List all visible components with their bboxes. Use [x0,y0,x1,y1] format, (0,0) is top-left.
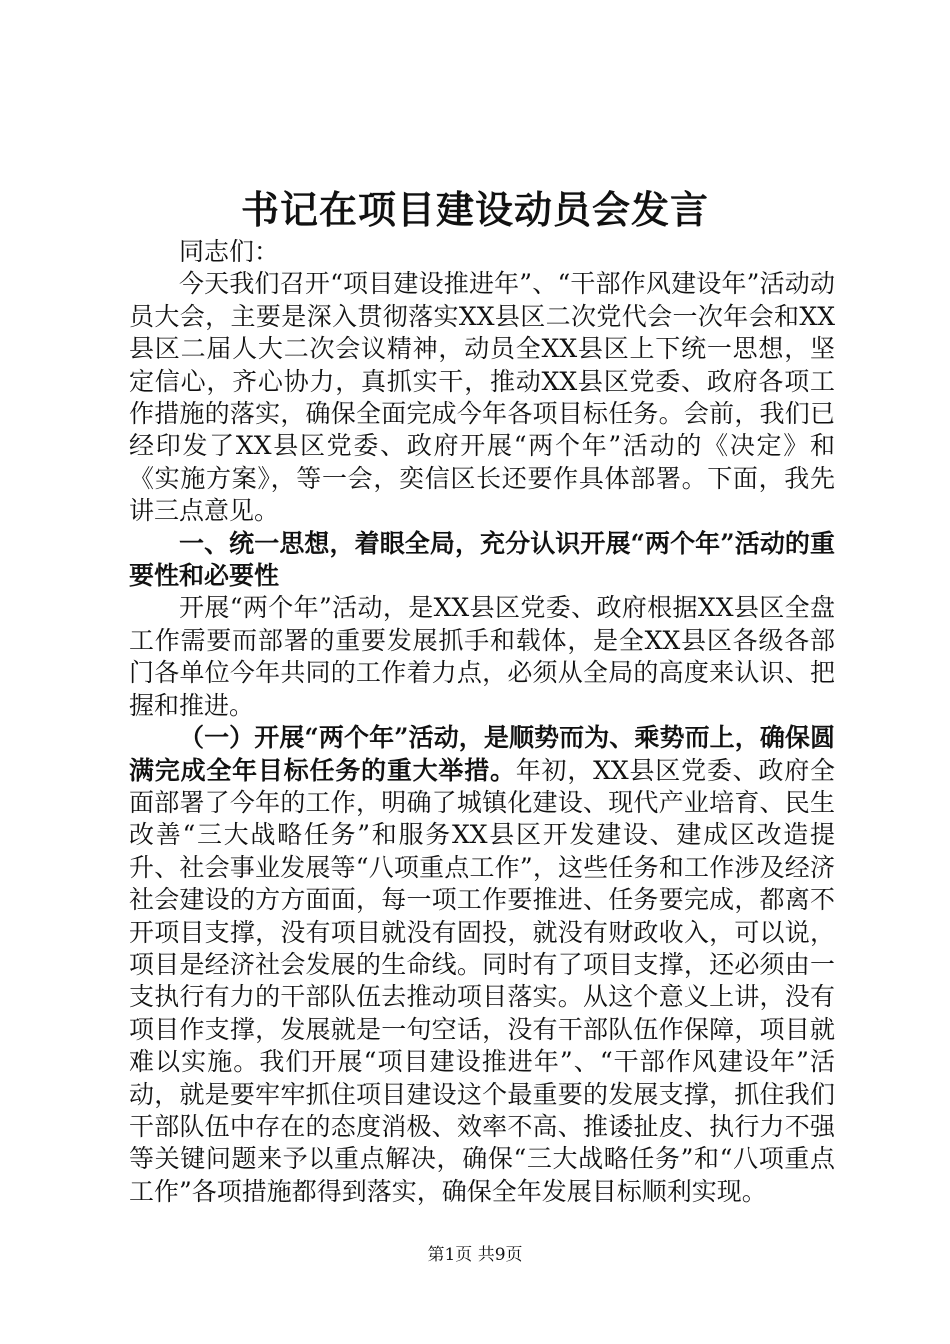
page-number-footer: 第1页 共9页 [427,1245,523,1265]
document-title: 书记在项目建设动员会发言 [240,187,709,232]
document-body [129,236,835,1208]
section-heading-1: 一、统一思想，着眼全局，充分认识开展“两个年”活动的重要性和必要性 [129,528,835,591]
paragraph-section-1: 开展“两个年”活动，是XX县区党委、政府根据XX县区全盘工作需要而部署的重要发展抓手和载体，是全XX县区各级各部门各单位今年共同的工作着力点，必须从全局的高度来认识、把握和推进。 [129,593,835,720]
paragraph-subsection-1 [129,722,835,1208]
salutation: 同志们： [179,237,280,266]
subsection-1-lead: （一）开展“两个年”活动，是顺势而为、乘势而上，确保圆满完成全年目标任务的重大举措。 [129,723,835,785]
subsection-1-body: 年初，XX县区党委、政府全面部署了今年的工作，明确了城镇化建设、现代产业培育、民生改善“三大战略任务”和服务XX县区开发建设、建成区改造提升、社会事业发展等“八项重点工作”，这些任务和工作涉及经济社会建设的方方面面，每一项工作要推进、任务要完成，都离不开项目支撑，没有项目就没有固投，就没有财政收入，可以说，项目是经济社会发展的生命线。同时有了项目支撑，还必须由一支执行有力的干部队伍去推动项目落实。从这个意义上讲，没有项目作支撑，发展就是一句空话，没有干部队伍作保障，项目就难以实施。我们开展“项目建设推进年”、“干部作风建设年”活动，就是要牢牢抓住项目建设这个最重要的发展支撑，抓住我们干部队伍中存在的态度消极、效率不高、推诿扯皮、执行力不强等关键问题来予以重点解决，确保“三大战略任务”和“八项重点工作”各项措施都得到落实，确保全年发展目标顺利实现。 [129,755,835,1206]
paragraph-intro: 今天我们召开“项目建设推进年”、“干部作风建设年”活动动员大会，主要是深入贯彻落实XX县区二次党代会一次年会和XX县区二届人大二次会议精神，动员全XX县区上下统一思想，坚定信心，齐心协力，真抓实干，推动XX县区党委、政府各项工作措施的落实，确保全面完成今年各项目标任务。会前，我们已经印发了XX县区党委、政府开展“两个年”活动的《决定》和《实施方案》，等一会，奕信区长还要作具体部署。下面，我先讲三点意见。 [129,269,835,526]
